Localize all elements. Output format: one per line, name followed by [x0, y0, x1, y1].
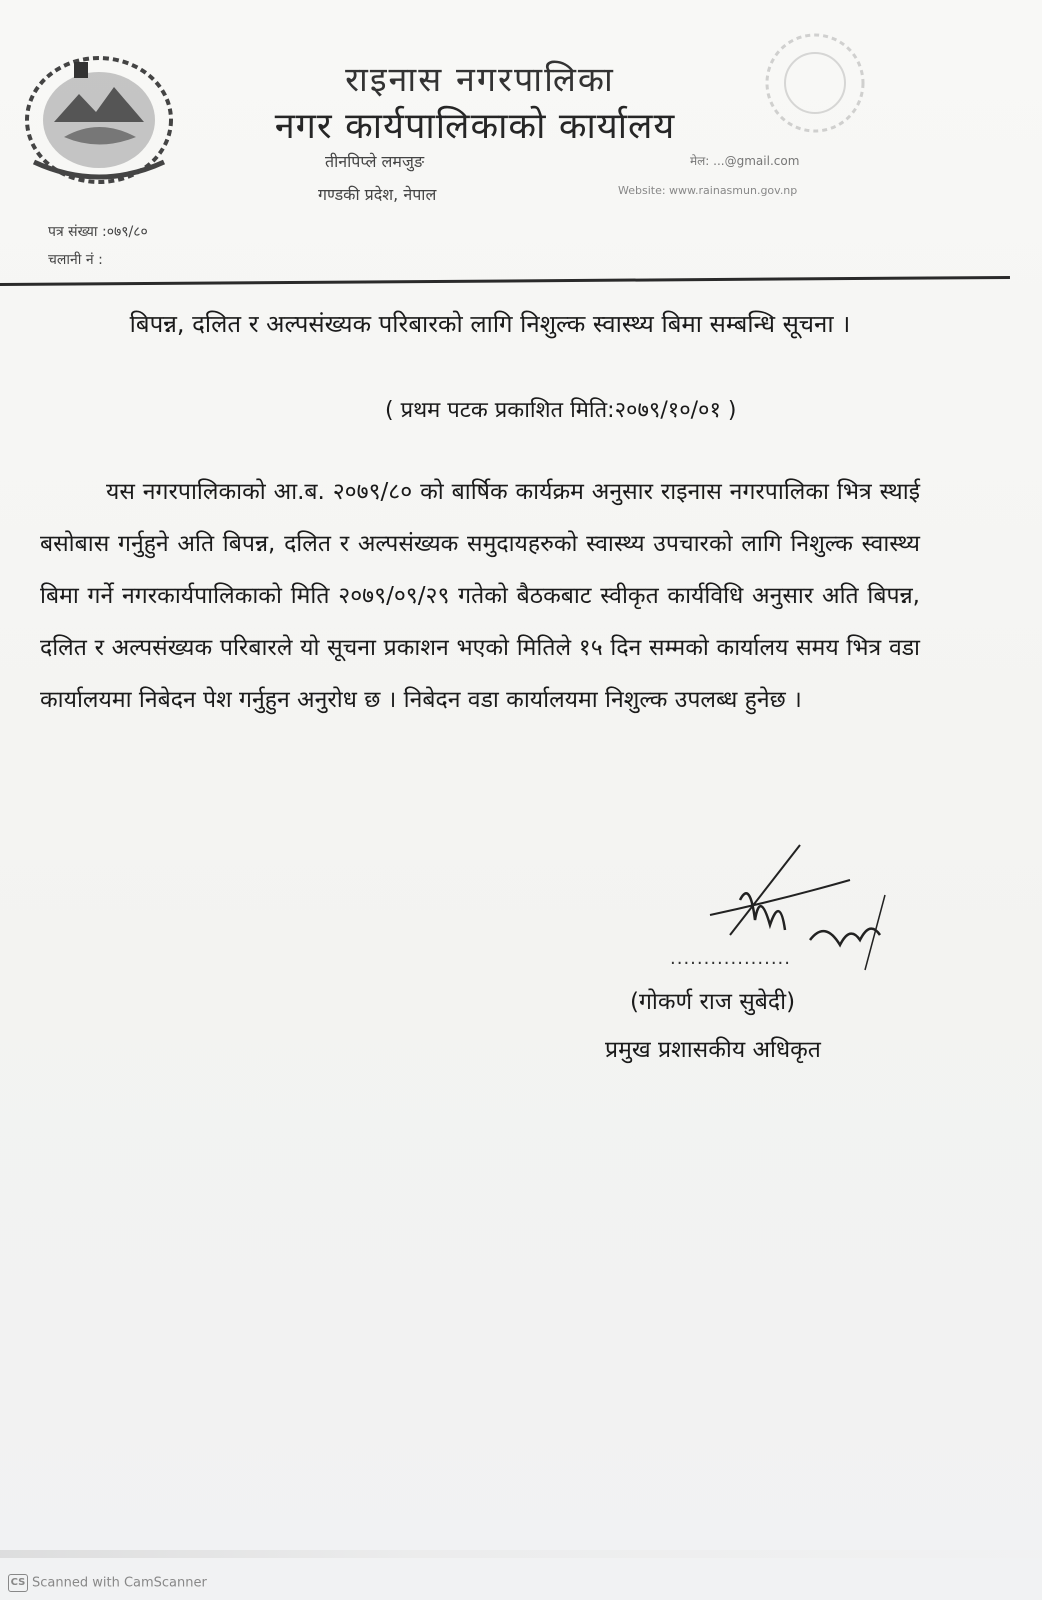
header-divider — [0, 276, 1010, 286]
camscanner-logo-icon: CS — [8, 1574, 28, 1592]
publish-date: ( प्रथम पटक प्रकाशित मिति:२०७९/१०/०१ ) — [385, 398, 737, 423]
scanner-watermark-text: Scanned with CamScanner — [32, 1575, 207, 1591]
signature-line: .................. — [670, 948, 791, 969]
signer-name: (गोकर्ण राज सुबेदी) — [630, 989, 796, 1015]
faded-seal-icon — [760, 28, 870, 138]
scan-edge — [0, 1550, 1042, 1558]
contact-website: Website: www.rainasmun.gov.np — [618, 184, 798, 197]
letter-number: पत्र संख्या :०७९/८० — [48, 224, 148, 240]
dispatch-number: चलानी नं : — [48, 252, 103, 268]
notice-body: यस नगरपालिकाको आ.ब. २०७९/८० को बार्षिक कार्यक्रम अनुसार राइनास नगरपालिका भित्र स्थाई बसोबास गर्नुहुने अति बिपन्न, दलित र अल्पसंख्यक समुदायहरुको स्वास्थ्य उपचारको लागि निशुल्क स्वास्थ्य बिमा गर्ने नगरकार्यपालिकाको मिति २०७९/०९/२९ गतेको बैठकबाट स्वीकृत कार्यविधि अनुसार अति बिपन्न, दलित र अल्पसंख्यक परिबारले यो सूचना प्रकाशन भएको मितिले १५ दिन सम्मको कार्यालय समय भित्र वडा कार्यालयमा निबेदन पेश गर्नुहुन अनुरोध छ । निबेदन वडा कार्यालयमा निशुल्क उपलब्ध हुनेछ । — [40, 479, 920, 713]
address-line-1: तीनपिप्ले लमजुङ — [325, 152, 425, 171]
signer-title: प्रमुख प्रशासकीय अधिकृत — [605, 1037, 821, 1063]
scanner-watermark — [8, 1574, 207, 1592]
office-name: नगर कार्यपालिकाको कार्यालय — [274, 106, 676, 147]
contact-email: मेल: ...@gmail.com — [690, 154, 800, 168]
notice-title: बिपन्न, दलित र अल्पसंख्यक परिबारको लागि निशुल्क स्वास्थ्य बिमा सम्बन्धि सूचना । — [129, 310, 851, 338]
address-line-2: गण्डकी प्रदेश, नेपाल — [318, 185, 437, 204]
nepal-emblem-icon — [14, 42, 184, 192]
municipality-name: राइनास नगरपालिका — [345, 60, 615, 100]
